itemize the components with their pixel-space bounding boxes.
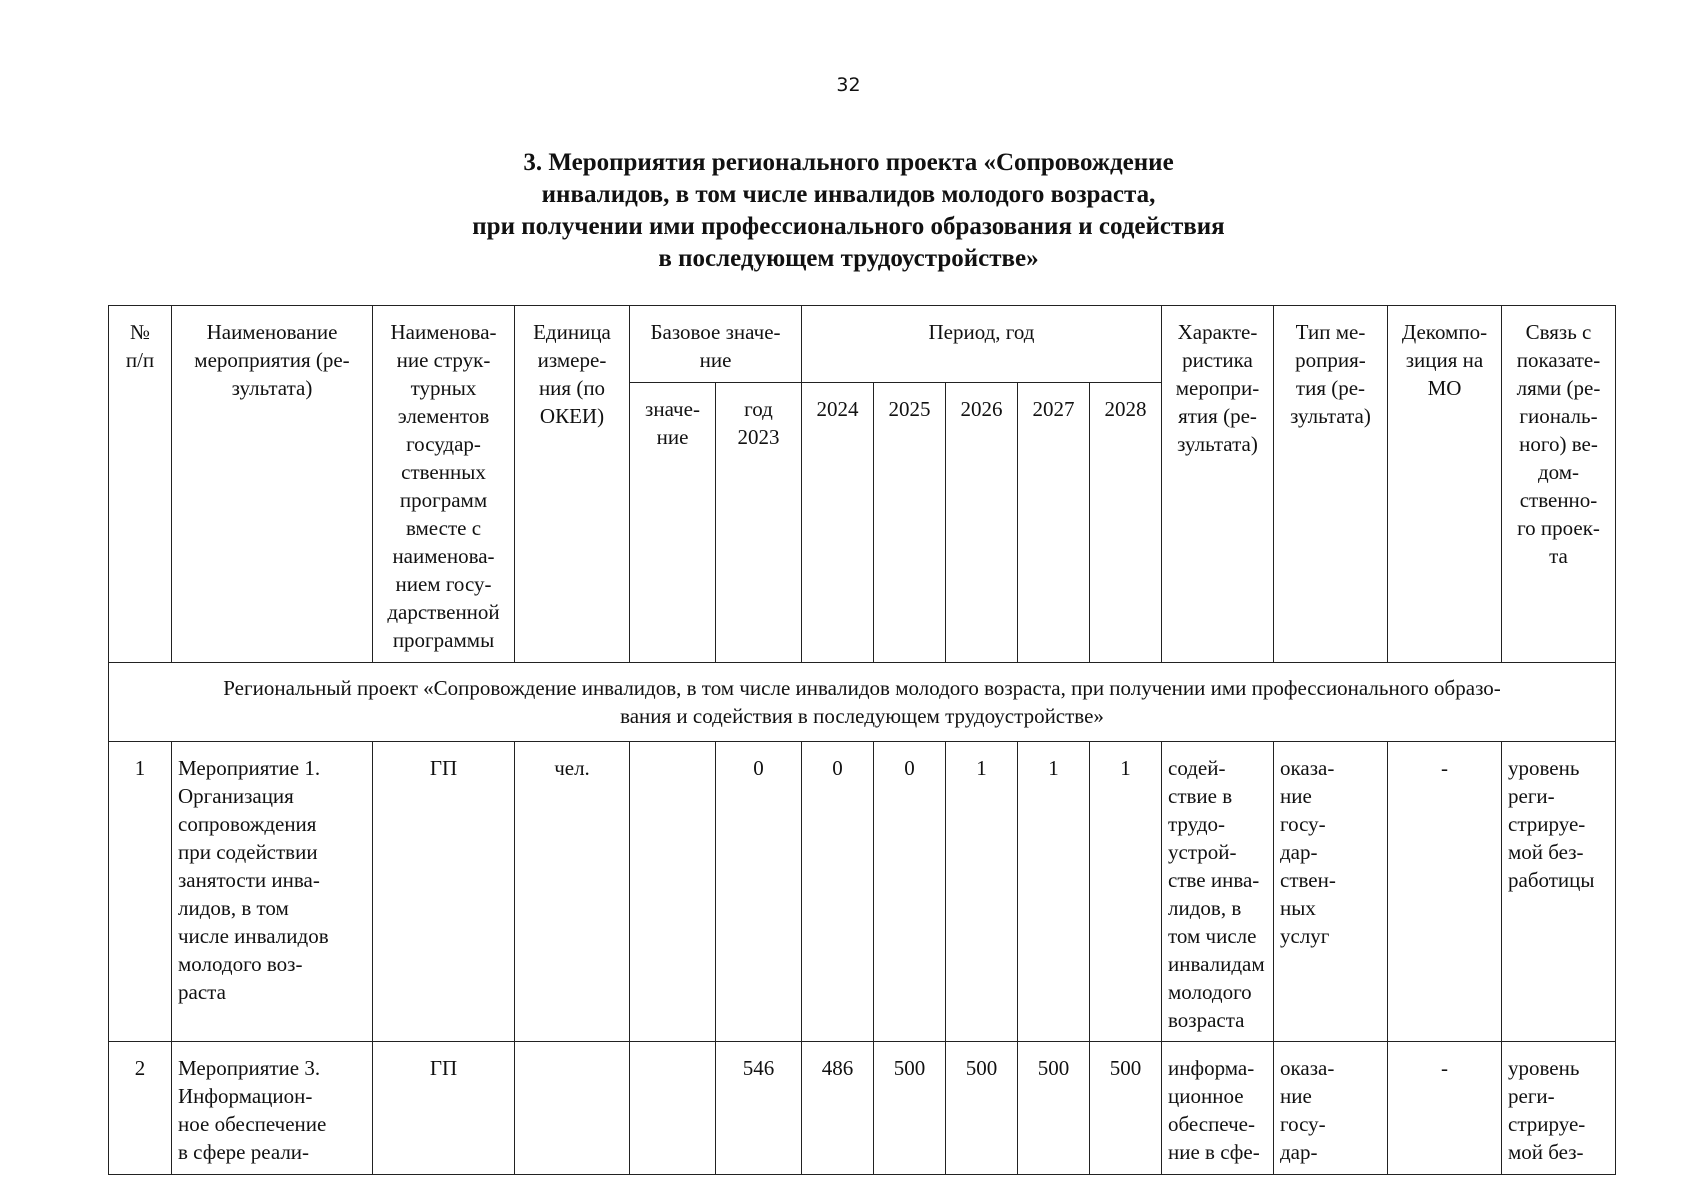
cell-text-line: Мероприятие 1. — [178, 756, 321, 780]
cell-text-line: ОКЕИ) — [539, 404, 605, 428]
header-year: 2024 — [802, 383, 874, 663]
cell-text-line: Информацион- — [178, 1084, 313, 1108]
cell-base-value — [630, 742, 716, 1042]
cell-text-line: информа- — [1168, 1056, 1255, 1080]
cell-text-line: при содействии — [178, 840, 318, 864]
cell-text-line: ционное — [1168, 1084, 1244, 1108]
cell-text-line: ристика — [1182, 348, 1253, 372]
cell-text-line: вания и содействия в последующем трудоустройстве» — [620, 704, 1104, 728]
header-type — [1274, 306, 1388, 663]
cell-text-line: занятости инва- — [178, 868, 320, 892]
cell-text-line: программ — [399, 488, 488, 512]
cell-text-line: Тип ме- — [1295, 320, 1366, 344]
header-character — [1162, 306, 1274, 663]
cell-text-line: зиция на — [1405, 348, 1484, 372]
cell-decomp: - — [1388, 742, 1502, 1042]
title-line: в последующем трудоустройстве» — [658, 245, 1039, 272]
cell-text-line: устрой- — [1168, 840, 1237, 864]
cell-base-year: 0 — [716, 742, 802, 1042]
cell-num: 1 — [109, 742, 172, 1042]
cell-text-line: обеспече- — [1168, 1112, 1255, 1136]
cell-text-line: ние — [1280, 1084, 1312, 1108]
cell-text-line: молодого воз- — [178, 952, 303, 976]
cell-text-line: Наименование — [206, 320, 338, 344]
cell-2025: 0 — [874, 742, 946, 1042]
page-number: 32 — [836, 74, 861, 96]
cell-text-line: дар- — [1280, 840, 1318, 864]
cell-text-line: дар- — [1280, 1140, 1318, 1164]
cell-2028: 500 — [1090, 1042, 1162, 1175]
cell-unit: чел. — [515, 742, 630, 1042]
cell-text-line: возраста — [1168, 1008, 1245, 1032]
cell-text-line: Мероприятие 3. — [178, 1056, 321, 1080]
cell-text-line: турных — [410, 376, 477, 400]
cell-text-line: Связь с — [1525, 320, 1592, 344]
header-base-value — [630, 383, 716, 663]
header-num — [109, 306, 172, 663]
cell-text-line: вместе с — [405, 516, 482, 540]
cell-name — [172, 1042, 373, 1175]
cell-text-line: ние — [656, 425, 689, 449]
cell-unit — [515, 1042, 630, 1175]
cell-text-line: измере- — [537, 348, 607, 372]
header-name — [172, 306, 373, 663]
cell-text-line: ного) ве- — [1519, 432, 1598, 456]
cell-text-line: уровень — [1508, 1056, 1580, 1080]
cell-text-line: оказа- — [1280, 756, 1335, 780]
cell-text-line: Региональный проект «Сопровождение инвалидов, в том числе инвалидов молодого возраста, при получении ими профессионального образо- — [223, 676, 1501, 700]
cell-text-line: Наименова- — [390, 320, 497, 344]
measures-table — [108, 305, 1616, 1175]
header-struct — [373, 306, 515, 663]
cell-text-line: п/п — [125, 348, 155, 372]
cell-text-line: оказа- — [1280, 1056, 1335, 1080]
cell-text-line: 2023 — [737, 425, 780, 449]
cell-text-line: ние в сфе- — [1168, 1140, 1260, 1164]
cell-text-line: лями (ре- — [1516, 376, 1601, 400]
cell-text-line: № — [129, 320, 151, 344]
cell-text-line: мой без- — [1508, 840, 1584, 864]
cell-type — [1274, 742, 1388, 1042]
table-row — [109, 742, 1616, 1042]
cell-link — [1502, 1042, 1616, 1175]
cell-text-line: МО — [1427, 376, 1462, 400]
cell-text-line: ния (по — [538, 376, 606, 400]
header-period: Период, год — [802, 306, 1162, 383]
cell-base-year: 546 — [716, 1042, 802, 1175]
cell-text-line: государ- — [406, 432, 481, 456]
cell-text-line: год — [744, 397, 773, 421]
cell-text-line: ствие в — [1168, 784, 1233, 808]
cell-2026: 500 — [946, 1042, 1018, 1175]
cell-text-line: ствен- — [1280, 868, 1336, 892]
header-base-year — [716, 383, 802, 663]
cell-text-line: элементов — [397, 404, 490, 428]
cell-text-line: значе- — [645, 397, 700, 421]
cell-text-line: в сфере реали- — [178, 1140, 310, 1164]
project-row — [109, 663, 1616, 742]
header-year: 2028 — [1090, 383, 1162, 663]
cell-2025: 500 — [874, 1042, 946, 1175]
cell-text-line: нием госу- — [395, 572, 492, 596]
cell-text-line: услуг — [1280, 924, 1330, 948]
cell-2024: 486 — [802, 1042, 874, 1175]
cell-text-line: трудо- — [1168, 812, 1226, 836]
header-year: 2026 — [946, 383, 1018, 663]
cell-text-line: Организация — [178, 784, 294, 808]
table-row — [109, 1042, 1616, 1175]
cell-text-line: молодого — [1168, 980, 1252, 1004]
cell-2028: 1 — [1090, 742, 1162, 1042]
cell-text-line: стве инва- — [1168, 868, 1260, 892]
cell-base-value — [630, 1042, 716, 1175]
title-line: инвалидов, в том числе инвалидов молодого возраста, — [541, 181, 1156, 208]
header-year: 2025 — [874, 383, 946, 663]
cell-text-line: зультата) — [1177, 432, 1258, 456]
cell-text-line: мероприятия (ре- — [194, 348, 350, 372]
cell-text-line: содей- — [1168, 756, 1226, 780]
cell-text-line: уровень — [1508, 756, 1580, 780]
section-title — [0, 147, 1697, 275]
cell-character — [1162, 742, 1274, 1042]
cell-text-line: зультата) — [1290, 404, 1371, 428]
cell-text-line: тия (ре- — [1295, 376, 1366, 400]
title-line: при получении ими профессионального образования и содействия — [472, 213, 1225, 240]
cell-2027: 1 — [1018, 742, 1090, 1042]
cell-text-line: меропри- — [1175, 376, 1260, 400]
cell-2024: 0 — [802, 742, 874, 1042]
cell-text-line: та — [1549, 544, 1568, 568]
cell-text-line: ственных — [401, 460, 486, 484]
cell-struct: ГП — [373, 1042, 515, 1175]
cell-text-line: дом- — [1537, 460, 1580, 484]
title-line: 3. Мероприятия регионального проекта «Сопровождение — [523, 149, 1174, 176]
cell-text-line: мой без- — [1508, 1140, 1584, 1164]
cell-text-line: Декомпо- — [1401, 320, 1488, 344]
header-unit — [515, 306, 630, 663]
cell-2026: 1 — [946, 742, 1018, 1042]
cell-text-line: ственно- — [1519, 488, 1598, 512]
cell-link — [1502, 742, 1616, 1042]
cell-text-line: гиональ- — [1519, 404, 1598, 428]
cell-text-line: том числе — [1168, 924, 1257, 948]
cell-text-line: Базовое значе- — [650, 320, 781, 344]
cell-text-line: инвалидам — [1168, 952, 1265, 976]
header-link — [1502, 306, 1616, 663]
cell-text-line: раста — [178, 980, 226, 1004]
cell-2027: 500 — [1018, 1042, 1090, 1175]
cell-text-line: ных — [1280, 896, 1316, 920]
cell-decomp: - — [1388, 1042, 1502, 1175]
cell-text-line: числе инвалидов — [178, 924, 329, 948]
cell-num: 2 — [109, 1042, 172, 1175]
cell-text-line: зультата) — [231, 376, 313, 400]
cell-text-line: Характе- — [1177, 320, 1258, 344]
cell-text-line: работицы — [1508, 868, 1595, 892]
cell-text-line: ние — [1280, 784, 1312, 808]
cell-text-line: госу- — [1280, 812, 1326, 836]
cell-name — [172, 742, 373, 1042]
cell-text-line: госу- — [1280, 1112, 1326, 1136]
cell-text-line: лидов, в — [1168, 896, 1242, 920]
cell-type — [1274, 1042, 1388, 1175]
header-decomp — [1388, 306, 1502, 663]
cell-struct: ГП — [373, 742, 515, 1042]
cell-text-line: роприя- — [1295, 348, 1366, 372]
cell-text-line: ное обеспечение — [178, 1112, 327, 1136]
header-base — [630, 306, 802, 383]
cell-text-line: наименова- — [392, 544, 495, 568]
cell-text-line: го проек- — [1517, 516, 1600, 540]
cell-text-line: реги- — [1508, 1084, 1555, 1108]
cell-text-line: ние — [699, 348, 732, 372]
cell-character — [1162, 1042, 1274, 1175]
cell-text-line: программы — [392, 628, 495, 652]
cell-text-line: Единица — [533, 320, 611, 344]
cell-text-line: сопровождения — [178, 812, 317, 836]
cell-text-line: показате- — [1516, 348, 1601, 372]
cell-text-line: ятия (ре- — [1178, 404, 1257, 428]
cell-text-line: стрируе- — [1508, 1112, 1586, 1136]
cell-text-line: дарственной — [387, 600, 500, 624]
cell-text-line: реги- — [1508, 784, 1555, 808]
cell-text-line: ние струк- — [396, 348, 491, 372]
header-year: 2027 — [1018, 383, 1090, 663]
cell-text-line: лидов, в том — [178, 896, 289, 920]
cell-text-line: стрируе- — [1508, 812, 1586, 836]
